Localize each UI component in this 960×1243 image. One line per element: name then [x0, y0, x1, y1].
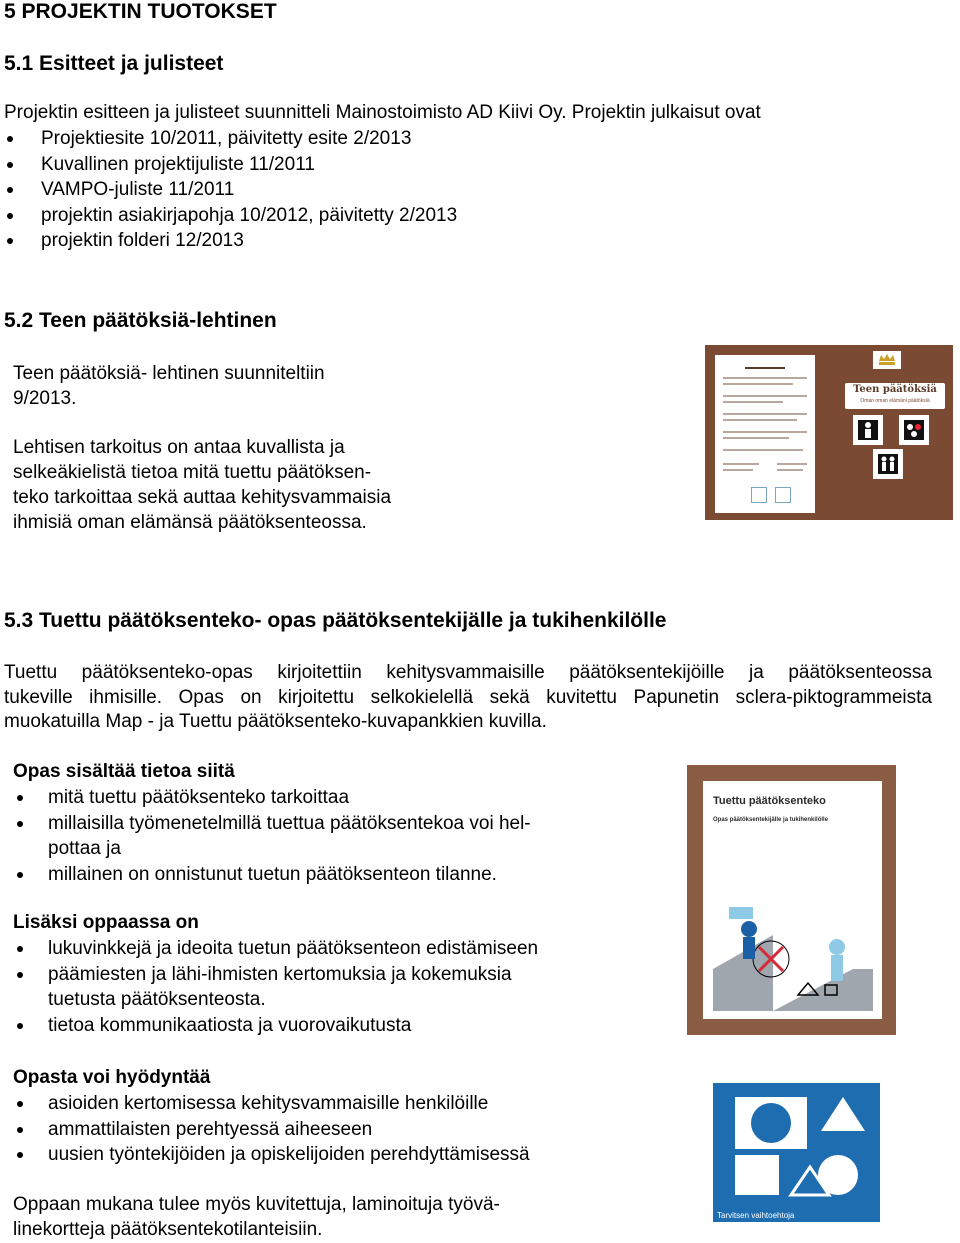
- work-card-image: [713, 1083, 880, 1222]
- section-5-2-title: 5.2 Teen päätöksiä-lehtinen: [4, 309, 277, 332]
- list-item: projektin asiakirjapohja 10/2012, päivitetty 2/2013: [4, 203, 457, 229]
- list-item: Projektiesite 10/2011, päivitetty esite 2/2013: [4, 126, 457, 152]
- choices-pictogram-icon: [899, 415, 929, 445]
- section-5-1-title: 5.1 Esitteet ja julisteet: [4, 52, 224, 75]
- guide-cover-panel: Tuettu päätöksenteko Opas päätöksentekijälle ja tukihenkilölle: [703, 781, 882, 1019]
- section-5-3-intro: Tuettu päätöksenteko-opas kirjoitettiin kehitysvammaisille päätöksentekijöille ja päätöksenteossa tukeville ihmisille. Opas on kirjoitettu selkokielellä sekä kuvitettu Papunetin sclera-piktogrammeista muokatuilla Map - ja Tuettu päätöksenteko-kuvapankkien kuvilla.: [4, 662, 932, 732]
- leaflet-back-page: [715, 355, 815, 513]
- crown-logo-icon: [873, 351, 901, 369]
- guide-contents-heading: Opas sisältää tietoa siitä: [13, 761, 235, 782]
- list-item: mitä tuettu päätöksenteko tarkoittaa: [13, 785, 531, 811]
- leaflet-cover-image: [705, 345, 953, 520]
- section-5-3-title: 5.3 Tuettu päätöksenteko- opas päätöksentekijälle ja tukihenkilölle: [4, 609, 667, 632]
- list-item: ammattilaisten perehtyessä aiheeseen: [13, 1117, 530, 1143]
- work-card-caption: Tarvitsen vaihtoehtoja: [717, 1211, 795, 1220]
- person-pictogram-icon: [853, 415, 883, 445]
- publications-list: [4, 126, 457, 254]
- list-item: uusien työntekijöiden ja opiskelijoiden perehdyttämisessä: [13, 1142, 530, 1168]
- section-5-1-intro: Projektin esitteen ja julisteet suunnitteli Mainostoimisto AD Kiivi Oy. Projektin julkaisut ovat: [4, 102, 761, 123]
- leaflet-purpose-text: Lehtisen tarkoitus on antaa kuvallista ja selkeäkielistä tietoa mitä tuettu päätöksen- teko tarkoittaa sekä auttaa kehitysvammaisia ihmisiä oman elämänsä päätöksenteossa.: [13, 437, 392, 533]
- closing-text: Oppaan mukana tulee myös kuvitettuja, laminoituja työvä- linekortteja päätöksentekotilanteisiin.: [13, 1194, 500, 1240]
- alternatives-pictogram-icon: [713, 1083, 880, 1222]
- section-5-title: 5 PROJEKTIN TUOTOKSET: [4, 0, 277, 23]
- list-item: lukuvinkkejä ja ideoita tuetun päätöksenteon edistämiseen: [13, 936, 538, 962]
- guide-uses-list: [13, 1091, 530, 1168]
- list-item: projektin folderi 12/2013: [4, 228, 457, 254]
- leaflet-title-card: Teen päätöksiä Oman oman elämäni päätöksiä: [845, 383, 945, 409]
- guide-extras-list: [13, 936, 538, 1038]
- guide-uses-heading: Opasta voi hyödyntää: [13, 1067, 211, 1088]
- list-item: tietoa kommunikaatiosta ja vuorovaikutusta: [13, 1013, 538, 1039]
- list-item: asioiden kertomisessa kehitysvammaisille henkilöille: [13, 1091, 530, 1117]
- list-item: millaisilla työmenetelmillä tuettua päätöksentekoa voi hel- pottaa ja: [13, 811, 531, 862]
- list-item: Kuvallinen projektijuliste 11/2011: [4, 152, 457, 178]
- guide-cover-image: [687, 765, 896, 1035]
- list-item: päämiesten ja lähi-ihmisten kertomuksia ja kokemuksia tuetusta päätöksenteosta.: [13, 962, 538, 1013]
- list-item: millainen on onnistunut tuetun päätöksenteon tilanne.: [13, 862, 531, 888]
- guide-extras-heading: Lisäksi oppaassa on: [13, 912, 199, 933]
- list-item: VAMPO-juliste 11/2011: [4, 177, 457, 203]
- people-pictogram-icon: [873, 449, 903, 479]
- stairs-pictogram-icon: [713, 899, 873, 1011]
- leaflet-design-text: Teen päätöksiä- lehtinen suunniteltiin 9/2013.: [13, 363, 325, 409]
- guide-contents-list: [13, 785, 531, 887]
